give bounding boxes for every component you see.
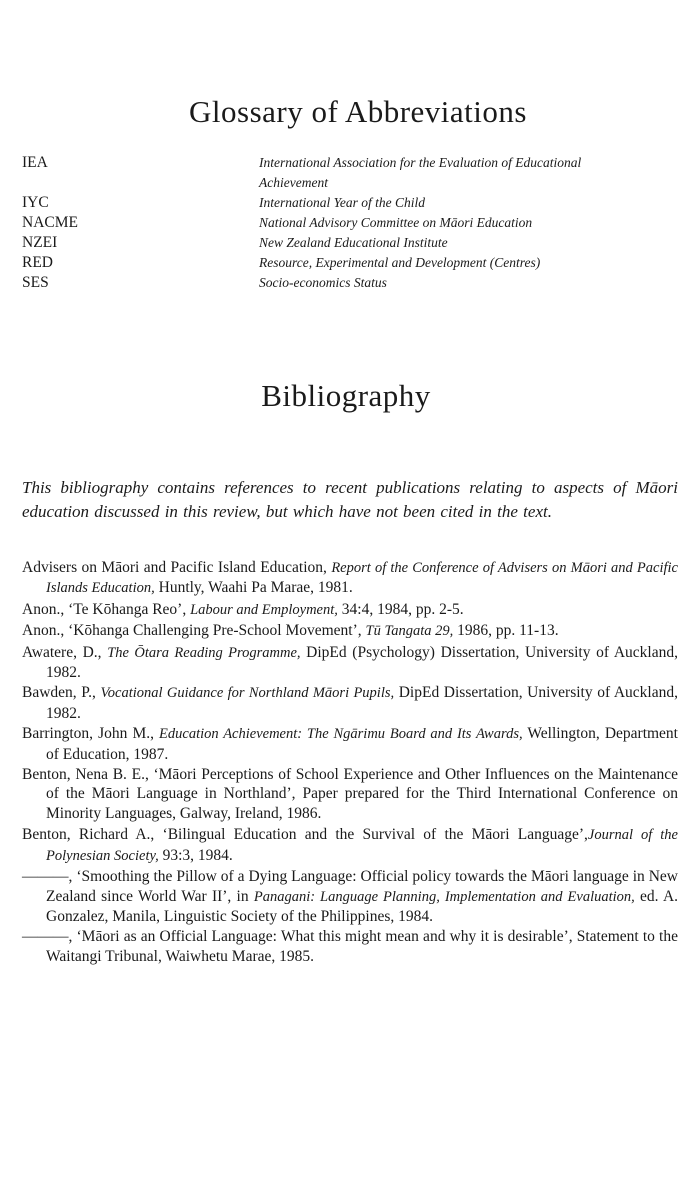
bib-entry-title: Tū Tangata 29, [365,623,454,640]
bib-entry-tail: Huntly, Waahi Pa Marae, 1981. [154,579,353,597]
bib-entry [22,825,678,866]
glossary-abbr: IEA [22,154,48,171]
bib-entry-lead: Advisers on Māori and Pacific Island Education, [22,559,332,576]
bibliography-list [22,558,678,968]
bib-entry [22,867,678,926]
glossary-row [22,193,682,213]
glossary-title: Glossary of Abbreviations [189,94,527,129]
bib-entry [22,683,678,723]
glossary-definition: International Association for the Evaluation of Educational Achievement [259,155,582,190]
bib-entry-title: Vocational Guidance for Northland Māori Pupils, [100,685,395,702]
bib-entry-tail: ed. A. Gonzalez, Manila, Linguistic Society of the Philippines, 1984. [46,887,679,925]
glossary-row [22,233,682,253]
bib-entry-lead: Anon., ‘Te Kōhanga Reo’, [22,600,191,618]
glossary-definition: New Zealand Educational Institute [259,235,448,250]
bibliography-title: Bibliography [261,378,431,413]
glossary-abbr: RED [22,254,53,271]
glossary-row [22,253,682,273]
bib-entry-title: Report of the Conference of Advisers on Māori and Pacific Islands Education, [46,560,678,597]
glossary-abbr: NZEI [22,234,58,251]
glossary-abbr: SES [22,274,49,291]
glossary-row [22,153,682,193]
glossary-abbr: NACME [22,214,78,231]
bib-entry-lead: Benton, Nena B. E., ‘Māori Perceptions of School Experience and Other Influences on the Maintenance of the Māori Language in Northland’, Paper prepared for the Third International Conference on Minority Languages, Galway, Ireland, 1986. [22,766,678,822]
glossary-row [22,273,682,293]
bib-entry-tail: 1986, pp. 11-13. [453,622,559,640]
bib-entry-tail: 34:4, 1984, pp. 2-5. [337,600,464,618]
bibliography-intro: This bibliography contains references to recent publications relating to aspects of Māori education discussed in this review, but which have not been cited in the text. [22,478,678,521]
bib-entry-lead: Awatere, D., [22,643,108,661]
bib-entry-tail: 93:3, 1984. [158,846,233,864]
glossary-abbr: IYC [22,194,49,211]
bib-entry-title: Panagani: Language Planning, Implementation and Evaluation, [253,888,635,905]
glossary-definition: International Year of the Child [259,195,426,210]
glossary-definition: Socio-economics Status [259,275,387,290]
bib-entry [22,765,678,824]
bib-entry [22,724,678,764]
glossary-definition: Resource, Experimental and Development (Centres) [259,255,541,270]
bib-entry-lead: ———, ‘Smoothing the Pillow of a Dying Language: Official policy towards the Māori language in New Zealand since World War II’, in [22,868,678,905]
bib-entry-lead: Anon., ‘Kōhanga Challenging Pre-School Movement’, [22,622,366,640]
bib-entry-lead: Benton, Richard A., ‘Bilingual Education and the Survival of the Māori Language’, [22,826,588,844]
bib-entry [22,621,678,641]
bib-entry-tail: Wellington, Department of Education, 1987. [46,725,678,763]
bib-entry-title: Journal of the Polynesian Society, [46,827,678,864]
bib-entry-title: The Ōtara Reading Programme, [107,644,301,661]
bib-entry-title: Education Achievement: The Ngārimu Board and Its Awards, [159,726,523,743]
bib-entry [22,927,678,967]
bib-entry [22,558,678,599]
bib-entry-lead: Barrington, John M., [22,725,160,743]
glossary-row [22,213,682,233]
bib-entry-tail: DipEd Dissertation, University of Auckland, 1982. [46,684,678,722]
bib-entry-title: Labour and Employment, [190,601,338,618]
bib-entry [22,600,678,620]
glossary-list [22,153,682,293]
bib-entry [22,643,678,683]
bib-entry-lead: ———, ‘Māori as an Official Language: What this might mean and why it is desirable’, Statement to the Waitangi Tribunal, Waiwhetu Marae, 1985. [22,928,678,965]
glossary-definition: National Advisory Committee on Māori Education [259,215,533,230]
bib-entry-tail: DipEd (Psychology) Dissertation, University of Auckland, 1982. [46,643,678,682]
bib-entry-lead: Bawden, P., [22,684,101,702]
